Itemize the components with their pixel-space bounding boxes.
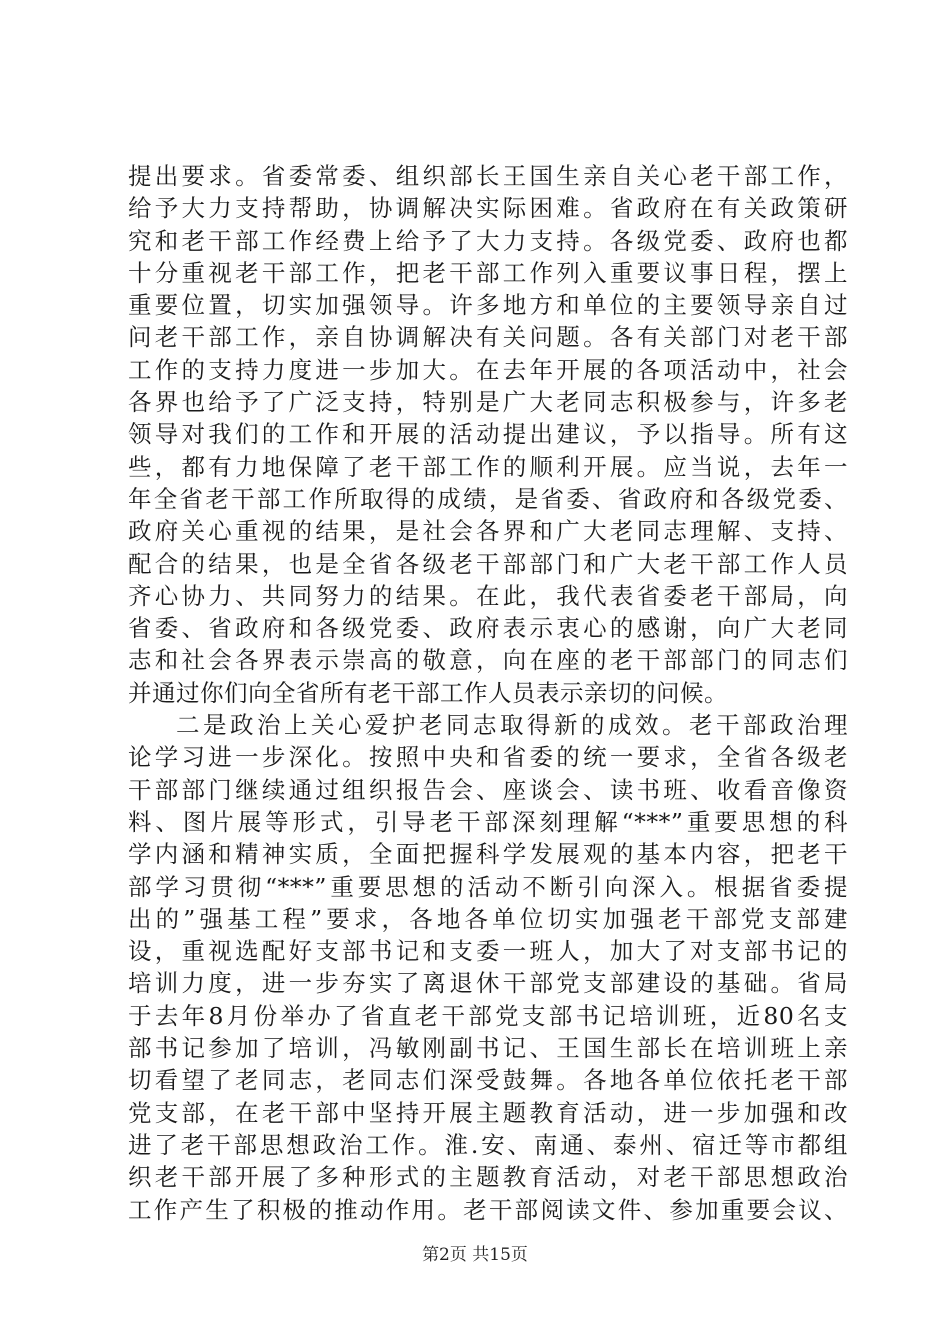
text-line: 设，重视选配好支部书记和支委一班人，加大了对支部书记的 (128, 937, 848, 966)
text-line: 党支部，在老干部中坚持开展主题教育活动，进一步加强和改 (128, 1098, 848, 1127)
text-line: 十分重视老干部工作，把老干部工作列入重要议事日程，摆上 (128, 258, 848, 287)
text-line: 志和社会各界表示崇高的敬意，向在座的老干部部门的同志们 (128, 646, 848, 675)
paragraph-start-line: 二是政治上关心爱护老同志取得新的成效。老干部政治理 (176, 711, 848, 740)
text-line: 领导对我们的工作和开展的活动提出建议，予以指导。所有这 (128, 420, 848, 449)
text-line: 政府关心重视的结果，是社会各界和广大老同志理解、支持、 (128, 517, 848, 546)
body-text (128, 160, 848, 1226)
text-line: 些，都有力地保障了老干部工作的顺利开展。应当说，去年一 (128, 452, 848, 481)
text-line: 齐心协力、共同努力的结果。在此，我代表省委老干部局，向 (128, 581, 848, 610)
text-line: 切看望了老同志，老同志们深受鼓舞。各地各单位依托老干部 (128, 1066, 848, 1095)
text-line: 学内涵和精神实质，全面把握科学发展观的基本内容，把老干 (128, 840, 848, 869)
text-line: 配合的结果，也是全省各级老干部部门和广大老干部工作人员 (128, 549, 848, 578)
text-line: 并通过你们向全省所有老干部工作人员表示亲切的问候。 (128, 678, 728, 707)
text-line: 省委、省政府和各级党委、政府表示衷心的感谢，向广大老同 (128, 614, 848, 643)
text-line: 论学习进一步深化。按照中央和省委的统一要求，全省各级老 (128, 743, 848, 772)
text-line: 究和老干部工作经费上给予了大力支持。各级党委、政府也都 (128, 226, 848, 255)
text-line: 各界也给予了广泛支持，特别是广大老同志积极参与，许多老 (128, 388, 848, 417)
text-line: 部学习贯彻“***”重要思想的活动不断引向深入。根据省委提 (128, 872, 848, 901)
text-line: 给予大力支持帮助，协调解决实际困难。省政府在有关政策研 (128, 194, 848, 223)
text-line: 干部部门继续通过组织报告会、座谈会、读书班、收看音像资 (128, 775, 848, 804)
text-line: 年全省老干部工作所取得的成绩，是省委、省政府和各级党委、 (128, 484, 848, 513)
text-line: 出的”强基工程”要求，各地各单位切实加强老干部党支部建 (128, 904, 848, 933)
text-line: 工作产生了积极的推动作用。老干部阅读文件、参加重要会议、 (128, 1195, 848, 1224)
text-line: 培训力度，进一步夯实了离退休干部党支部建设的基础。省局 (128, 969, 848, 998)
text-line: 重要位置，切实加强领导。许多地方和单位的主要领导亲自过 (128, 291, 848, 320)
text-line: 于去年8月份举办了省直老干部党支部书记培训班，近80名支 (128, 1001, 848, 1030)
page-number-footer: 第2页 共15页 (422, 1245, 528, 1265)
text-line: 问老干部工作，亲自协调解决有关问题。各有关部门对老干部 (128, 323, 848, 352)
text-line: 部书记参加了培训，冯敏刚副书记、王国生部长在培训班上亲 (128, 1034, 848, 1063)
text-line: 料、图片展等形式，引导老干部深刻理解“***”重要思想的科 (128, 807, 848, 836)
text-line: 织老干部开展了多种形式的主题教育活动，对老干部思想政治 (128, 1163, 848, 1192)
text-line: 进了老干部思想政治工作。淮.安、南通、泰州、宿迁等市都组 (128, 1130, 848, 1159)
text-line: 提出要求。省委常委、组织部长王国生亲自关心老干部工作， (128, 162, 848, 190)
text-line: 工作的支持力度进一步加大。在去年开展的各项活动中，社会 (128, 355, 848, 384)
